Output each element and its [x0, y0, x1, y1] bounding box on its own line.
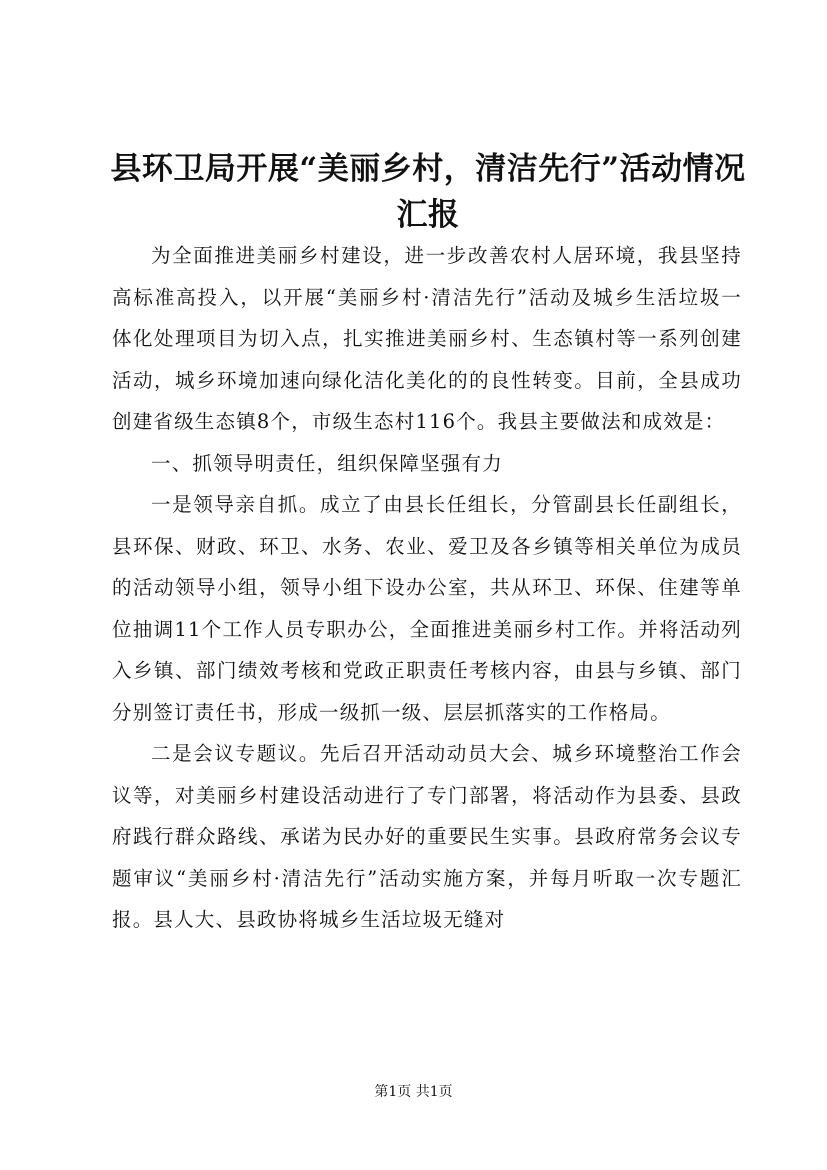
- paragraph-intro: 为全面推进美丽乡村建设，进一步改善农村人居环境，我县坚持高标准高投入，以开展“美丽乡村·清洁先行”活动及城乡生活垃圾一体化处理项目为切入点，扎实推进美丽乡村、生态镇村等一系列创建活动，城乡环境加速向绿化洁化美化的的良性转变。目前，全县成功创建省级生态镇8个，市级生态村116个。我县主要做法和成效是：: [112, 244, 742, 433]
- paragraph-leadership: 一是领导亲自抓。成立了由县长任组长，分管副县长任副组长，县环保、财政、环卫、水务、农业、爱卫及各乡镇等相关单位为成员的活动领导小组，领导小组下设办公室，共从环卫、环保、住建等单位抽调11个工作人员专职办公，全面推进美丽乡村工作。并将活动列入乡镇、部门绩效考核和党政正职责任考核内容，由县与乡镇、部门分别签订责任书，形成一级抓一级、层层抓落实的工作格局。: [112, 493, 742, 724]
- section-heading-1: 一、抓领导明责任，组织保障坚强有力: [151, 451, 503, 475]
- document-body: [112, 235, 742, 941]
- page-footer: 第1页 共1页: [374, 1084, 453, 1100]
- paragraph-meetings: 二是会议专题议。先后召开活动动员大会、城乡环境整治工作会议等，对美丽乡村建设活动进行了专门部署，将活动作为县委、县政府践行群众路线、承诺为民办好的重要民生实事。县政府常务会议专题审议“美丽乡村·清洁先行”活动实施方案，并每月听取一次专题汇报。县人大、县政协将城乡生活垃圾无缝对: [112, 742, 742, 931]
- document-title: 县环卫局开展“美丽乡村，清洁先行”活动情况汇报: [110, 151, 746, 233]
